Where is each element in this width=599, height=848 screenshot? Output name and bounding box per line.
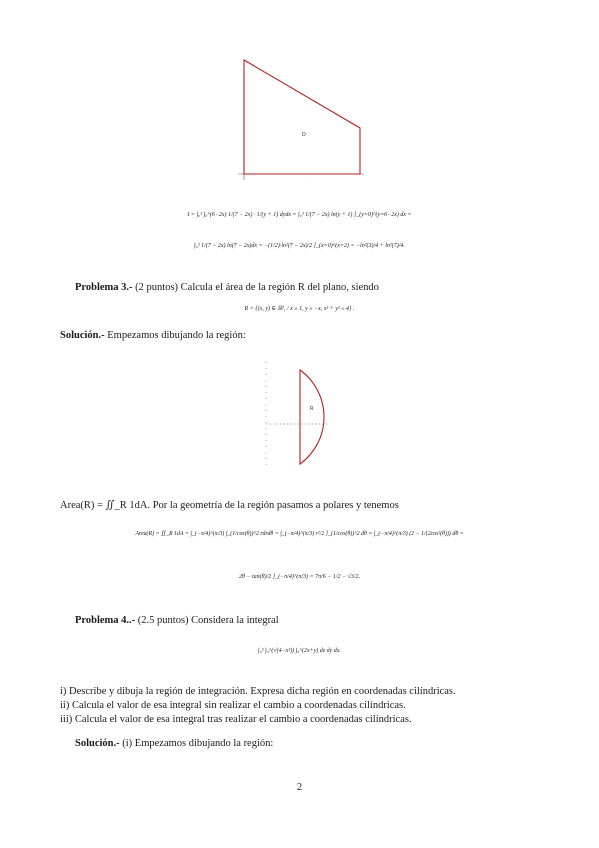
item-iii: iii) Calcula el valor de esa integral tras realizar el cambio a coordenadas cilíndricas. bbox=[60, 714, 412, 725]
solution-4 bbox=[75, 738, 273, 749]
svg-text:·: · bbox=[272, 176, 273, 180]
problem-3-set: R = {(x, y) ∈ ℝ², / x ≥ 1, y ≥ −x, x² + y² ≤ 4} . bbox=[244, 306, 355, 312]
problem-4 bbox=[75, 615, 279, 626]
svg-text:·: · bbox=[304, 180, 305, 184]
problem-3-text: (2 puntos) Calcula el área de la región R del plano, siendo bbox=[132, 282, 379, 293]
region-d-figure bbox=[232, 52, 372, 187]
integral-line-1: I = ∫₀² ∫₀^(6−2x) 1/(7 − 2x) · 1/(y + 1) dydx = ∫₀² 1/(7 − 2x) ln(y + 1) ]_(y=0)^(y=6−2x) dx = bbox=[187, 212, 412, 218]
solution-3-heading: Solución.- bbox=[60, 330, 105, 341]
problem-4-integral: ∫₀² ∫₀^(√(4−x²)) ∫₀^(2x+y) dz dy dx. bbox=[258, 648, 341, 654]
item-i: i) Describe y dibuja la región de integración. Expresa dicha región en coordenadas cilíndricas. bbox=[60, 686, 456, 697]
solution-4-heading: Solución.- bbox=[75, 738, 120, 749]
problem-3-heading: Problema 3.- bbox=[75, 282, 133, 293]
region-d-label: D bbox=[302, 132, 306, 138]
area-line-2: 2θ − tan(θ)/2 ]_(−π/4)^(π/3) = 7π/6 − 1/2 − √3/2. bbox=[239, 574, 360, 580]
problem-4-heading: Problema 4..- bbox=[75, 615, 136, 626]
page-number: 2 bbox=[296, 782, 303, 793]
item-ii: ii) Calcula el valor de esa integral sin realizar el cambio a coordenadas cilíndricas. bbox=[60, 700, 406, 711]
solution-3-text: Empezamos dibujando la región: bbox=[104, 330, 246, 341]
problem-3 bbox=[75, 282, 379, 293]
integral-line-2: ∫₀² 1/(7 − 2x) ln(7 − 2x)dx = −(1/2)·ln²(7 − 2x)/2 ]_(x=0)^(x=2) = −ln²(3)/4 + ln²(7)/4. bbox=[194, 243, 405, 249]
region-r-figure bbox=[262, 360, 342, 472]
area-line-1: Area(R) = ∬_R 1dA = ∫_(−π/4)^(π/3) ∫_(1/cos(θ))^2 rdrdθ = ∫_(−π/4)^(π/3) r²/2 ]_(1/cos(θ))^2 dθ = ∫_(−π/4)^(π/3) (2 − 1/(2cos²(θ))) dθ = bbox=[135, 531, 464, 537]
solution-4-text: (i) Empezamos dibujando la región: bbox=[119, 738, 274, 749]
solution-3 bbox=[60, 330, 246, 341]
problem-4-text: (2.5 puntos) Considera la integral bbox=[135, 615, 279, 626]
area-intro: Area(R) = ∬_R 1dA. Por la geometría de la región pasamos a polares y tenemos bbox=[60, 500, 399, 511]
region-r-label: R bbox=[310, 406, 314, 412]
